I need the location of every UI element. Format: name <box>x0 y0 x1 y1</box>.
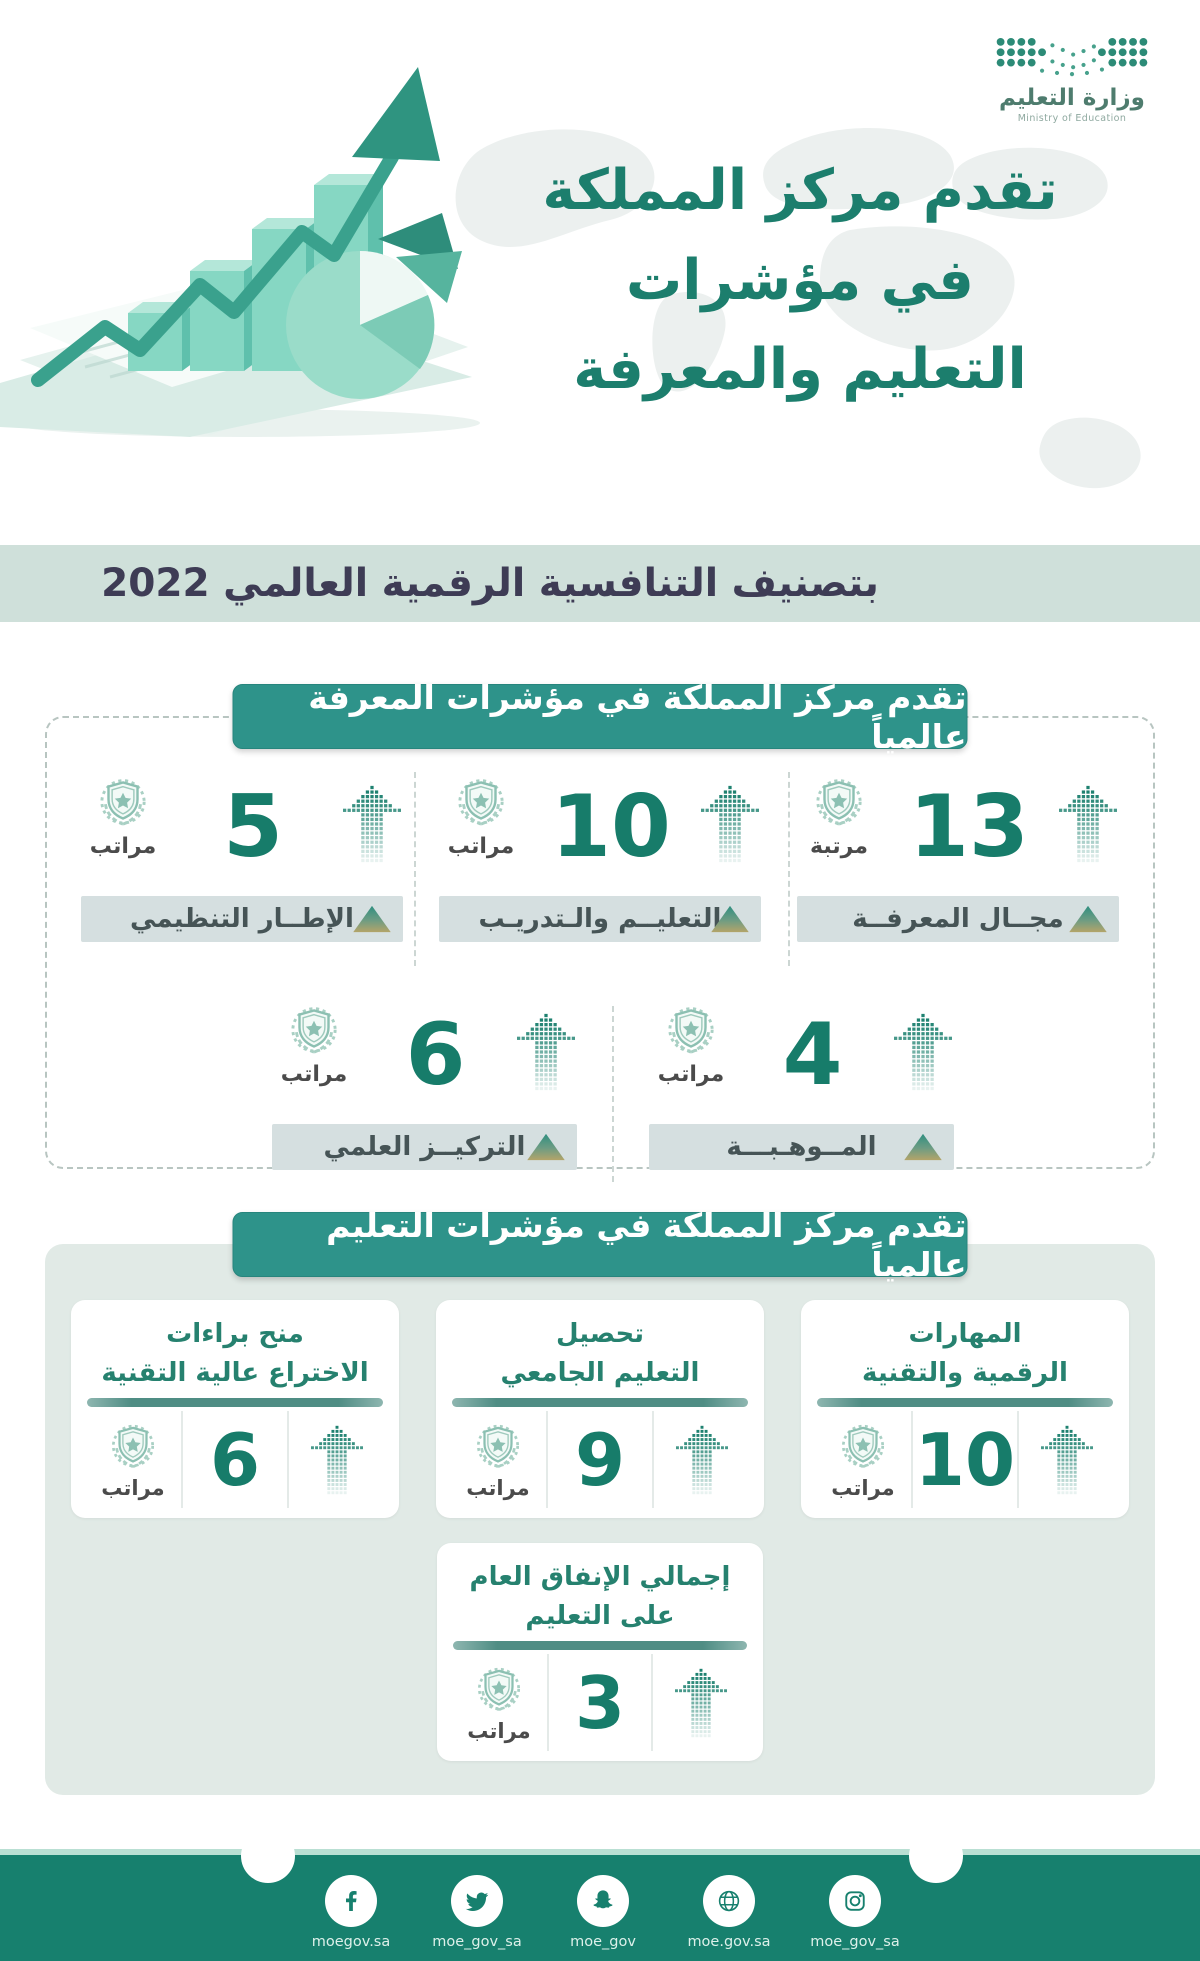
pixel-up-arrow-icon <box>894 996 952 1108</box>
stat-unit: مرتبة <box>810 834 868 859</box>
card-divider <box>817 1398 1113 1407</box>
card-title-line: الاختراع عالية التقنية <box>101 1358 369 1388</box>
rank-badge-icon <box>810 774 868 832</box>
rank-badge-icon <box>285 1002 343 1060</box>
stat-label-bar <box>81 896 403 942</box>
pixel-up-arrow-icon <box>311 1412 363 1508</box>
page-title <box>455 146 1145 415</box>
logo-english-name: Ministry of Education <box>1017 113 1127 124</box>
rank-badge-icon <box>662 1002 720 1060</box>
pixel-up-arrow-icon <box>517 996 575 1108</box>
social-handle: moe_gov_sa <box>432 1934 522 1950</box>
title-line-2: في مؤشرات <box>626 247 974 313</box>
social-links <box>293 1875 913 1950</box>
social-instagram[interactable] <box>797 1875 913 1950</box>
stat-unit: مراتب <box>447 834 515 859</box>
card-public-spending <box>437 1543 763 1761</box>
footer <box>0 1855 1200 1961</box>
stat-value: 4 <box>782 1005 843 1105</box>
stat-value: 6 <box>181 1411 289 1508</box>
stat-label-bar <box>797 896 1119 942</box>
rank-badge-icon <box>106 1420 160 1474</box>
twitter-icon[interactable] <box>451 1875 503 1927</box>
stat-label-bar <box>272 1124 577 1170</box>
education-section-panel <box>45 1244 1155 1795</box>
social-handle: moegov.sa <box>311 1934 391 1950</box>
stat-talent <box>649 996 954 1170</box>
card-title-line: إجمالي الإنفاق العام <box>469 1562 731 1592</box>
social-twitter[interactable] <box>419 1875 535 1950</box>
stat-value: 10 <box>551 777 671 877</box>
card-divider <box>452 1398 748 1407</box>
pixel-up-arrow-icon <box>1041 1412 1093 1508</box>
title-line-1: تقدم مركز المملكة <box>542 158 1058 223</box>
card-divider <box>87 1398 383 1407</box>
card-digital-technical-skills <box>801 1300 1129 1518</box>
ranking-banner-text: بتصنيف التنافسية الرقمية العالمي 2022 <box>101 561 879 606</box>
knowledge-row-1 <box>63 768 1137 942</box>
card-title-line: تحصيل <box>556 1319 644 1349</box>
education-section-header: تقدم مركز المملكة في مؤشرات التعليم عالمياً <box>233 1212 968 1277</box>
mountain-triangle-icon <box>902 1132 944 1162</box>
rank-badge-icon <box>472 1663 526 1717</box>
stat-label-bar <box>439 896 761 942</box>
instagram-icon[interactable] <box>829 1875 881 1927</box>
social-facebook[interactable] <box>293 1875 409 1950</box>
social-snapchat[interactable] <box>545 1875 661 1950</box>
stat-value: 10 <box>911 1411 1019 1508</box>
card-title <box>85 1312 385 1396</box>
card-hightech-patents <box>71 1300 399 1518</box>
knowledge-row-2 <box>272 996 954 1170</box>
stat-label: التعليــم والـتدريـب <box>478 904 722 934</box>
moe-dots-icon <box>996 36 1148 80</box>
pixel-up-arrow-icon <box>675 1655 727 1751</box>
pixel-up-arrow-icon <box>1059 768 1117 880</box>
mountain-triangle-icon <box>525 1132 567 1162</box>
stat-label: مجــال المعرفــة <box>852 904 1064 934</box>
stat-unit: مراتب <box>280 1062 348 1087</box>
knowledge-section-box <box>45 716 1155 1169</box>
card-title-line: التعليم الجامعي <box>500 1358 700 1388</box>
education-bottom-card-wrap <box>437 1543 763 1761</box>
ministry-of-education-logo <box>972 36 1172 124</box>
stat-value: 5 <box>223 777 283 877</box>
education-cards-row <box>71 1300 1129 1518</box>
social-website[interactable] <box>671 1875 787 1950</box>
stat-education-training <box>421 768 779 942</box>
pixel-up-arrow-icon <box>676 1412 728 1508</box>
card-title <box>450 1312 750 1396</box>
facebook-icon[interactable] <box>325 1875 377 1927</box>
card-title <box>451 1555 749 1639</box>
mountain-triangle-icon <box>1067 904 1109 934</box>
social-handle: moe.gov.sa <box>687 1934 771 1950</box>
stat-value: 13 <box>909 777 1029 877</box>
logo-arabic-name: وزارة التعليم <box>999 85 1145 111</box>
footer-trim-line <box>0 1849 1200 1855</box>
card-title-line: المهارات <box>908 1319 1022 1349</box>
knowledge-section-header: تقدم مركز المملكة في مؤشرات المعرفة عالمياً <box>233 684 968 749</box>
rank-badge-icon <box>471 1420 525 1474</box>
mountain-triangle-icon <box>351 904 393 934</box>
footer-notch <box>241 1829 295 1883</box>
stat-unit: مراتب <box>467 1718 531 1743</box>
pixel-up-arrow-icon <box>701 768 759 880</box>
stat-label-bar <box>649 1124 954 1170</box>
rank-badge-icon <box>452 774 510 832</box>
pixel-up-arrow-icon <box>343 768 401 880</box>
stat-unit: مراتب <box>101 1475 165 1500</box>
ranking-banner <box>0 545 1200 622</box>
stat-value: 3 <box>547 1654 653 1751</box>
stat-unit: مراتب <box>466 1475 530 1500</box>
stat-unit: مراتب <box>831 1475 895 1500</box>
card-university-attainment <box>436 1300 764 1518</box>
stat-value: 6 <box>405 1005 466 1105</box>
stat-scientific-concentration <box>272 996 577 1170</box>
card-title-line: على التعليم <box>525 1601 675 1631</box>
mountain-triangle-icon <box>709 904 751 934</box>
globe-icon[interactable] <box>703 1875 755 1927</box>
stat-knowledge-field <box>779 768 1137 942</box>
title-line-3: التعليم والمعرفة <box>573 337 1027 403</box>
stat-unit: مراتب <box>89 834 157 859</box>
stat-regulatory-framework <box>63 768 421 942</box>
stat-label: التركيــز العلمي <box>323 1132 526 1162</box>
card-title <box>815 1312 1115 1396</box>
rank-badge-icon <box>94 774 152 832</box>
social-handle: moe_gov_sa <box>810 1934 900 1950</box>
rank-badge-icon <box>836 1420 890 1474</box>
social-handle: moe_gov <box>570 1934 636 1950</box>
growth-chart-illustration <box>0 25 485 440</box>
stat-label: الإطــار التنظيمي <box>130 904 354 934</box>
stat-value: 9 <box>546 1411 654 1508</box>
stat-unit: مراتب <box>657 1062 725 1087</box>
card-title-line: منح براءات <box>166 1319 304 1349</box>
card-divider <box>453 1641 747 1650</box>
footer-notch <box>909 1829 963 1883</box>
card-title-line: الرقمية والتقنية <box>862 1358 1068 1388</box>
stat-label: المــوهـبـــة <box>726 1132 877 1162</box>
snapchat-icon[interactable] <box>577 1875 629 1927</box>
